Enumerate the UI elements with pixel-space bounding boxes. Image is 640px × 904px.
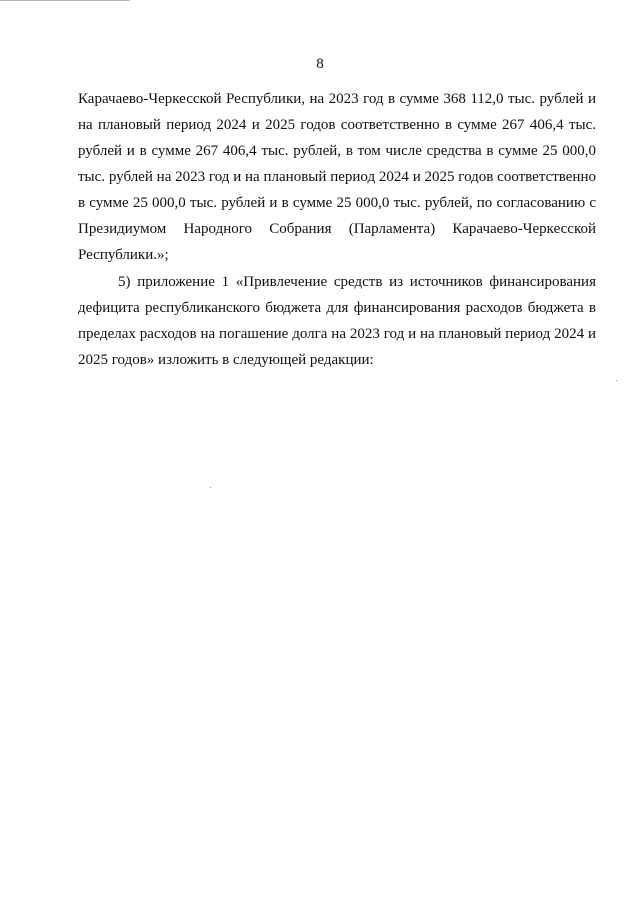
scan-speck — [210, 487, 211, 488]
paragraph-item-5: 5) приложение 1 «Привлечение средств из источников финансирования дефицита республиканского бюджета для финансирования расходов бюджета в пределах расходов на погашение долга на 2023 год и на плановый период 2024 и 2025 годов» изложить в следующей редакции: — [78, 274, 596, 368]
scan-edge-mark — [0, 0, 130, 1]
scan-speck — [616, 380, 617, 381]
paragraph-continuation: Карачаево-Черкесской Республики, на 2023 год в сумме 368 112,0 тыс. рублей и на плановый период 2024 и 2025 годов соответственно в сумме 267 406,4 тыс. рублей и в сумме 267 406,4 тыс. рублей, в том числе средства в сумме 25 000,0 тыс. рублей на 2023 год и на плановый период 2024 и 2025 годов соответственно в сумме 25 000,0 тыс. рублей и в сумме 25 000,0 тыс. рублей, по согласованию с Президиумом Народного Собрания (Парламента) Карачаево-Черкесской Республики.»; — [78, 91, 596, 263]
page-number: 8 — [316, 56, 324, 72]
